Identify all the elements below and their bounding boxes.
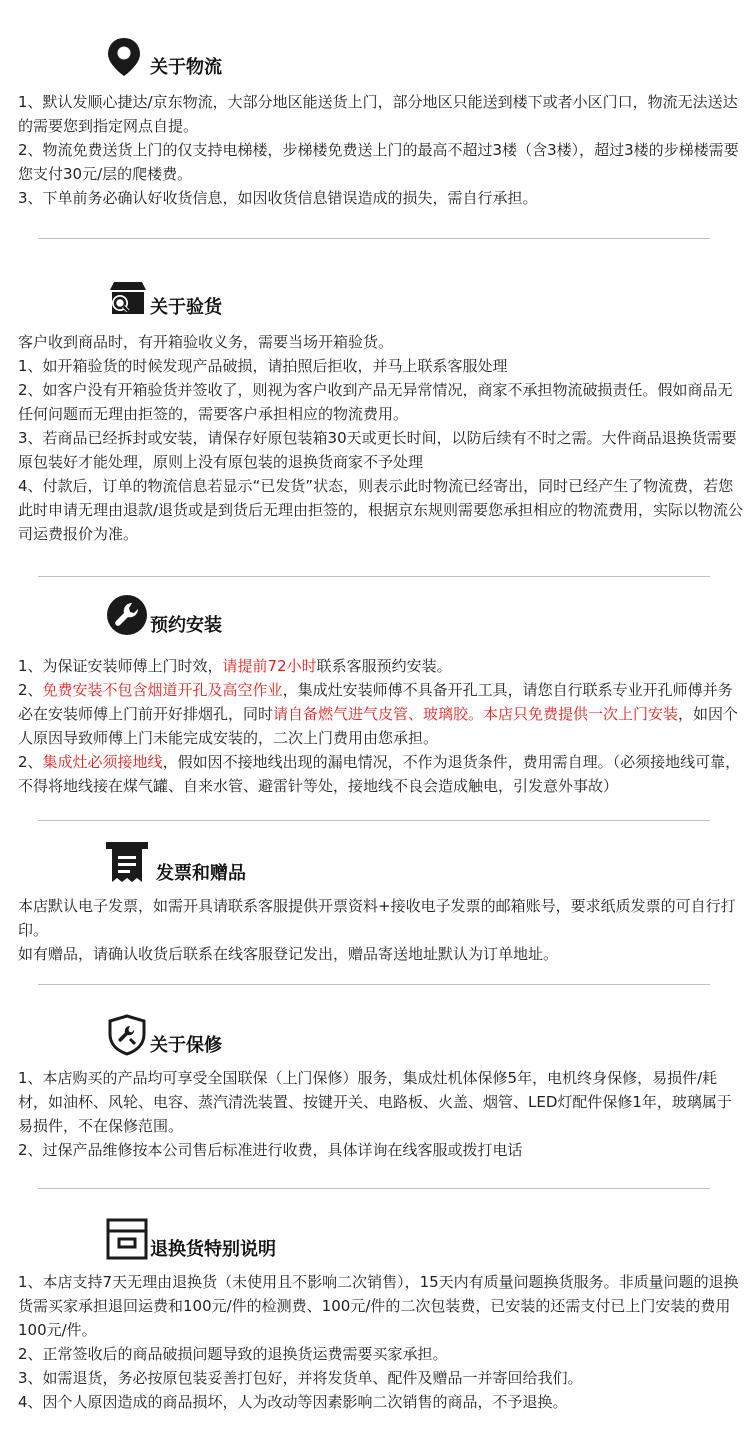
paragraph: 本店默认电子发票，如需开具请联系客服提供开票资料+接收电子发票的邮箱账号，要求纸质发票的可自行打印。 <box>18 897 736 939</box>
paragraph: 1、如开箱验货的时候发现产品破损，请拍照后拒收，并马上联系客服处理 <box>18 357 508 375</box>
divider <box>38 1188 710 1189</box>
returns-heading <box>106 1218 276 1260</box>
warranty-title: 关于保修 <box>150 1035 222 1056</box>
warranty-text <box>18 1066 744 1162</box>
logistics-heading <box>106 36 222 78</box>
archive-box-icon <box>106 1218 148 1260</box>
paragraph: 2、如客户没有开箱验货并签收了，则视为客户收到产品无异常情况，商家不承担物流破损责任。假如商品无任何问题而无理由拒签的，需要客户承担相应的物流费用。 <box>18 381 733 423</box>
paragraph: 如有赠品，请确认收货后联系在线客服登记发出，赠品寄送地址默认为订单地址。 <box>18 945 559 963</box>
divider <box>38 820 710 821</box>
inspection-text <box>18 330 744 546</box>
paragraph: 2、物流免费送货上门的仅支持电梯楼，步梯楼免费送上门的最高不超过3楼（含3楼），超过3楼的步梯楼需要您支付30元/层的爬楼费。 <box>18 141 739 183</box>
returns-text <box>18 1270 744 1414</box>
wrench-icon <box>106 594 148 636</box>
divider <box>38 984 710 985</box>
divider <box>38 238 710 239</box>
inspection-heading <box>106 276 222 318</box>
logistics-title: 关于物流 <box>150 57 222 78</box>
returns-title: 退换货特别说明 <box>150 1239 276 1260</box>
paragraph: 4、因个人原因造成的商品损坏，人为改动等因素影响二次销售的商品，不予退换。 <box>18 1393 568 1411</box>
invoice-title: 发票和赠品 <box>156 863 246 884</box>
install-title: 预约安装 <box>150 615 222 636</box>
shield-wrench-icon <box>106 1014 148 1056</box>
paragraph: 1、本店购买的产品均可享受全国联保（上门保修）服务，集成灶机体保修5年，电机终身保修，易损件/耗材，如油杯、风轮、电容、蒸汽清洗装置、按键开关、电路板、火盖、烟管、LED灯配件保修1年，玻璃属于易损件，不在保修范围。 <box>18 1069 732 1135</box>
install-heading <box>106 594 222 636</box>
paragraph: 1、本店支持7天无理由退换货（未使用且不影响二次销售），15天内有质量问题换货服务。非质量问题的退换货需买家承担退回运费和100元/件的检测费、100元/件的二次包装费，已安装的还需支付已上门安装的费用100元/件。 <box>18 1273 739 1339</box>
paragraph: 1、默认发顺心捷达/京东物流，大部分地区能送货上门，部分地区只能送到楼下或者小区门口，物流无法送达的需要您到指定网点自提。 <box>18 93 738 135</box>
receipt-icon <box>106 842 148 884</box>
paragraph: 3、若商品已经拆封或安装，请保存好原包装箱30天或更长时间，以防后续有不时之需。大件商品退换货需要原包装好才能处理，原则上没有原包装的退换货商家不予处理 <box>18 429 737 471</box>
invoice-text <box>18 894 744 966</box>
paragraph: 2、正常签收后的商品破损问题导致的退换货运费需要买家承担。 <box>18 1345 448 1363</box>
warranty-heading <box>106 1014 222 1056</box>
paragraph: 1、为保证安装师傅上门时效，请提前72小时联系客服预约安装。 <box>18 657 452 675</box>
paragraph: 2、集成灶必须接地线，假如因不接地线出现的漏电情况，不作为退货条件，费用需自理。（必须接地线可靠，不得将地线接在煤气罐、自来水管、避雷针等处，接地线不良会造成触电，引发意外事故） <box>18 753 741 795</box>
paragraph: 2、过保产品维修按本公司售后标准进行收费，具体详询在线客服或拨打电话 <box>18 1141 523 1159</box>
paragraph: 4、付款后，订单的物流信息若显示“已发货”状态，则表示此时物流已经寄出，同时已经产生了物流费，若您此时申请无理由退款/退货或是到货后无理由拒签的，根据京东规则需要您承担相应的物流费用，实际以物流公司运费报价为准。 <box>18 477 744 543</box>
divider <box>38 576 710 577</box>
inspection-title: 关于验货 <box>150 297 222 318</box>
paragraph: 客户收到商品时，有开箱验收义务，需要当场开箱验货。 <box>18 333 394 351</box>
paragraph: 3、下单前务必确认好收货信息，如因收货信息错误造成的损失，需自行承担。 <box>18 189 538 207</box>
install-text <box>18 654 744 798</box>
box-search-icon <box>106 276 148 318</box>
logistics-text <box>18 90 744 210</box>
paragraph: 3、如需退货，务必按原包装妥善打包好，并将发货单、配件及赠品一并寄回给我们。 <box>18 1369 583 1387</box>
location-pin-icon <box>106 36 148 78</box>
paragraph: 2、免费安装不包含烟道开孔及高空作业，集成灶安装师傅不具备开孔工具，请您自行联系专业开孔师傅并务必在安装师傅上门前开好排烟孔，同时请自备燃气进气皮管、玻璃胶。本店只免费提供一次上门安装，如因个人原因导致师傅上门未能完成安装的，二次上门费用由您承担。 <box>18 681 739 747</box>
invoice-heading <box>106 842 246 884</box>
